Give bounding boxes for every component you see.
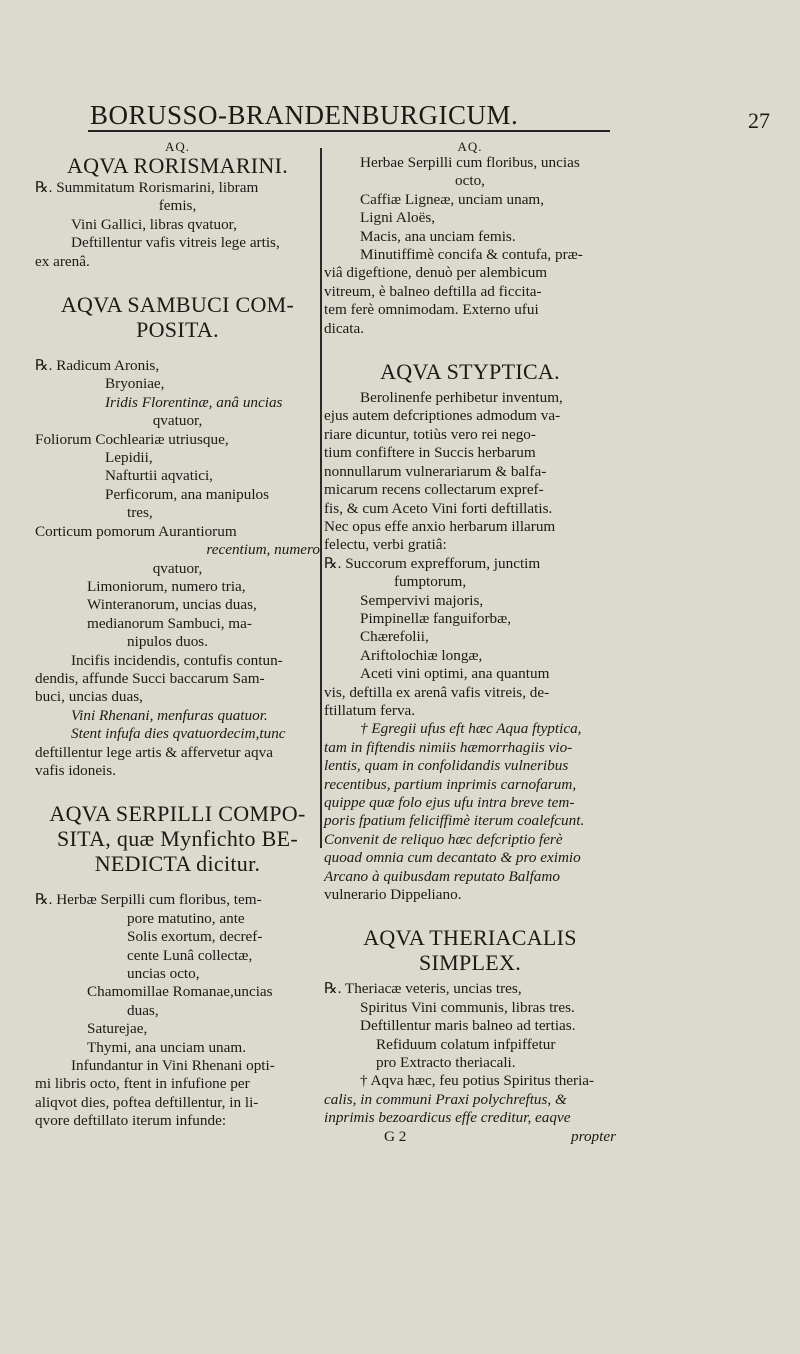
text-line: buci, uncias duas, [35, 688, 143, 706]
heading-aqva-serpilli-line3: NEDICTA dicitur. [94, 851, 261, 877]
header-rule [88, 130, 610, 132]
text-line: viâ digeftione, denuò per alembicum [324, 264, 548, 282]
text-line: femis, [158, 197, 197, 215]
note-line: recentibus, partium inprimis carnofarum, [324, 775, 577, 793]
note-line: † Egregii ufus eft hæc Aqua ftyptica, [360, 720, 582, 738]
text-line: Macis, ana unciam femis. [360, 227, 516, 245]
right-column [324, 140, 616, 1146]
text-line: qvatuor, [152, 412, 203, 430]
note-line: lentis, quam in confolidandis vulneribus [324, 757, 569, 775]
text-line: Chamomillae Romanae,uncias [87, 983, 273, 1001]
text-line: tem ferè omnimodam. Externo ufui [324, 301, 539, 319]
running-head: BORUSSO-BRANDENBURGICUM. [90, 100, 519, 130]
left-catchword: AQ. [164, 139, 191, 154]
text-line: Limoniorum, numero tria, [87, 577, 246, 595]
note-line: quoad omnia cum decantato & pro eximio [324, 849, 581, 867]
text-line: ℞. Radicum Aronis, [35, 357, 160, 375]
text-line: dicata. [324, 319, 365, 337]
text-line: Berolinenfe perhibetur inventum, [360, 389, 563, 407]
text-line: ℞. Theriacæ veteris, uncias tres, [324, 980, 522, 998]
text-line: Chærefolii, [360, 628, 429, 646]
text-line: Ligni Aloës, [360, 209, 436, 227]
text-line: nipulos duos. [127, 633, 209, 651]
text-line: calis, in communi Praxi polychreftus, & [324, 1090, 567, 1108]
text-line: ex arenâ. [35, 252, 90, 270]
text-line: dendis, affunde Succi baccarum Sam- [35, 669, 265, 687]
text-line: Saturejae, [87, 1020, 148, 1038]
text-line: vis, deftilla ex arenâ vafis vitreis, de- [324, 683, 550, 701]
text-line: Iridis Florentinæ, anâ uncias [105, 393, 283, 411]
text-line: medianorum Sambuci, ma- [87, 614, 252, 632]
text-line: ℞. Succorum exprefforum, junctim [324, 554, 541, 572]
note-line: tam in fiftendis nimiis hæmorrhagiis vio- [324, 738, 573, 756]
heading-aqva-sambuci-line1: AQVA SAMBUCI COM- [60, 292, 295, 318]
text-line: Deftillentur vafis vitreis lege artis, [71, 234, 280, 252]
text-line: Caffiæ Ligneæ, unciam unam, [360, 190, 545, 208]
heading-aqva-serpilli-line1: AQVA SERPILLI COMPO- [49, 801, 306, 827]
text-line: Vini Rhenani, menfuras quatuor. [71, 706, 268, 724]
text-line: aliqvot dies, poftea deftillentur, in li- [35, 1093, 259, 1111]
text-line: recentium, numero [206, 541, 320, 559]
text-line: cente Lunâ collectæ, [127, 946, 253, 964]
text-line: Foliorum Cochleariæ utriusque, [35, 430, 229, 448]
right-catchword: AQ. [457, 139, 483, 154]
text-line: ℞. Summitatum Rorismarini, libram [35, 179, 259, 196]
text-line: ejus autem defcriptiones admodum va- [324, 407, 561, 425]
text-line: Thymi, ana unciam unam. [87, 1038, 247, 1056]
heading-aqva-theriacalis-line1: AQVA THERIACALIS [363, 925, 577, 951]
signature-mark: G 2 [384, 1127, 407, 1145]
text-line: ℞. Herbæ Serpilli cum floribus, tem- [35, 891, 262, 909]
text-line: Sempervivi majoris, [360, 591, 484, 609]
text-line: † Aqva hæc, feu potius Spiritus theria- [360, 1072, 595, 1090]
text-line: nonnullarum vulnerariarum & balfa- [324, 462, 547, 480]
text-line: Deftillentur maris balneo ad tertias. [360, 1017, 576, 1035]
text-line: vitreum, è balneo deftilla ad ficcita- [324, 282, 542, 300]
text-line: tres, [127, 504, 153, 522]
text-line: pro Extracto theriacali. [376, 1054, 516, 1072]
text-line: Winteranorum, uncias duas, [87, 596, 257, 614]
text-line: uncias octo, [127, 965, 200, 982]
signature-line [324, 1128, 616, 1146]
text-line: fumptorum, [394, 573, 467, 591]
text-line: Herbae Serpilli cum floribus, uncias [360, 154, 580, 171]
text-line: Nafturtii aqvatici, [105, 467, 213, 485]
heading-aqva-theriacalis-line2: SIMPLEX. [418, 950, 522, 976]
text-line: riare dicuntur, totiùs vero rei nego- [324, 425, 536, 443]
text-line: Perficorum, ana manipulos [105, 485, 270, 503]
text-line: Ariftolochiæ longæ, [360, 646, 483, 664]
text-line: Solis exortum, decref- [127, 928, 263, 946]
page-number: 27 [748, 108, 770, 133]
text-line: inprimis bezoardicus effe creditur, eaqve [324, 1109, 571, 1127]
text-line: tium confiftere in Succis herbarum [324, 444, 536, 462]
heading-aqva-sambuci-line2: POSITA. [136, 317, 219, 343]
text-line: Vini Gallici, libras qvatuor, [71, 215, 237, 233]
text-line: duas, [127, 1001, 159, 1019]
note-line: quippe quæ folo ejus ufu intra breve tem- [324, 794, 575, 811]
text-line: Lepidii, [105, 449, 153, 467]
heading-aqva-serpilli-line2: SITA, quæ Mynfichto BE- [56, 826, 298, 852]
text-line: Incifis incidendis, contufis contun- [71, 651, 283, 669]
text-line: vafis idoneis. [35, 761, 116, 779]
text-line: Bryoniae, [105, 375, 165, 393]
text-line: fis, & cum Aceto Vini forti deftillatis. [324, 499, 553, 517]
text-line: Nec opus effe anxio herbarum illarum [324, 517, 556, 535]
note-line: Arcano à quibusdam reputato Balfamo [324, 867, 560, 885]
text-line: Minutiffimè concifa & contufa, præ- [360, 246, 583, 264]
text-line: mi libris octo, ftent in infufione per [35, 1075, 250, 1093]
text-line: micarum recens collectarum expref- [324, 481, 544, 499]
text-line: Pimpinellæ fanguiforbæ, [360, 609, 512, 627]
note-line: poris fpatium feliciffimè iterum coalefcunt. [324, 812, 585, 830]
note-line: vulnerario Dippeliano. [324, 886, 462, 904]
left-column [35, 140, 320, 1131]
text-line: ftillatum ferva. [324, 701, 416, 719]
text-line: felectu, verbi gratiâ: [324, 536, 447, 554]
text-line: qvatuor, [152, 559, 203, 577]
text-line: Spiritus Vini communis, libras tres. [360, 998, 575, 1016]
heading-aqva-rorismarini: AQVA RORISMARINI. [66, 153, 289, 178]
text-line: pore matutino, ante [127, 909, 245, 927]
heading-aqva-styptica: AQVA STYPTICA. [380, 359, 560, 385]
text-line: Refiduum colatum infpiffetur [376, 1035, 556, 1053]
text-line: qvore deftillato iterum infunde: [35, 1112, 227, 1130]
catchword-next: propter [571, 1127, 616, 1145]
text-line: Aceti vini optimi, ana quantum [360, 665, 550, 683]
text-line: Corticum pomorum Aurantiorum [35, 522, 237, 540]
text-line: Infundantur in Vini Rhenani opti- [71, 1057, 275, 1075]
note-line: Convenit de reliquo hæc defcriptio ferè [324, 830, 563, 848]
text-line: Stent infufa dies qvatuordecim,tunc [71, 725, 286, 743]
text-line: deftillentur lege artis & affervetur aqva [35, 743, 273, 761]
text-line: octo, [455, 172, 485, 190]
column-divider [320, 148, 322, 848]
